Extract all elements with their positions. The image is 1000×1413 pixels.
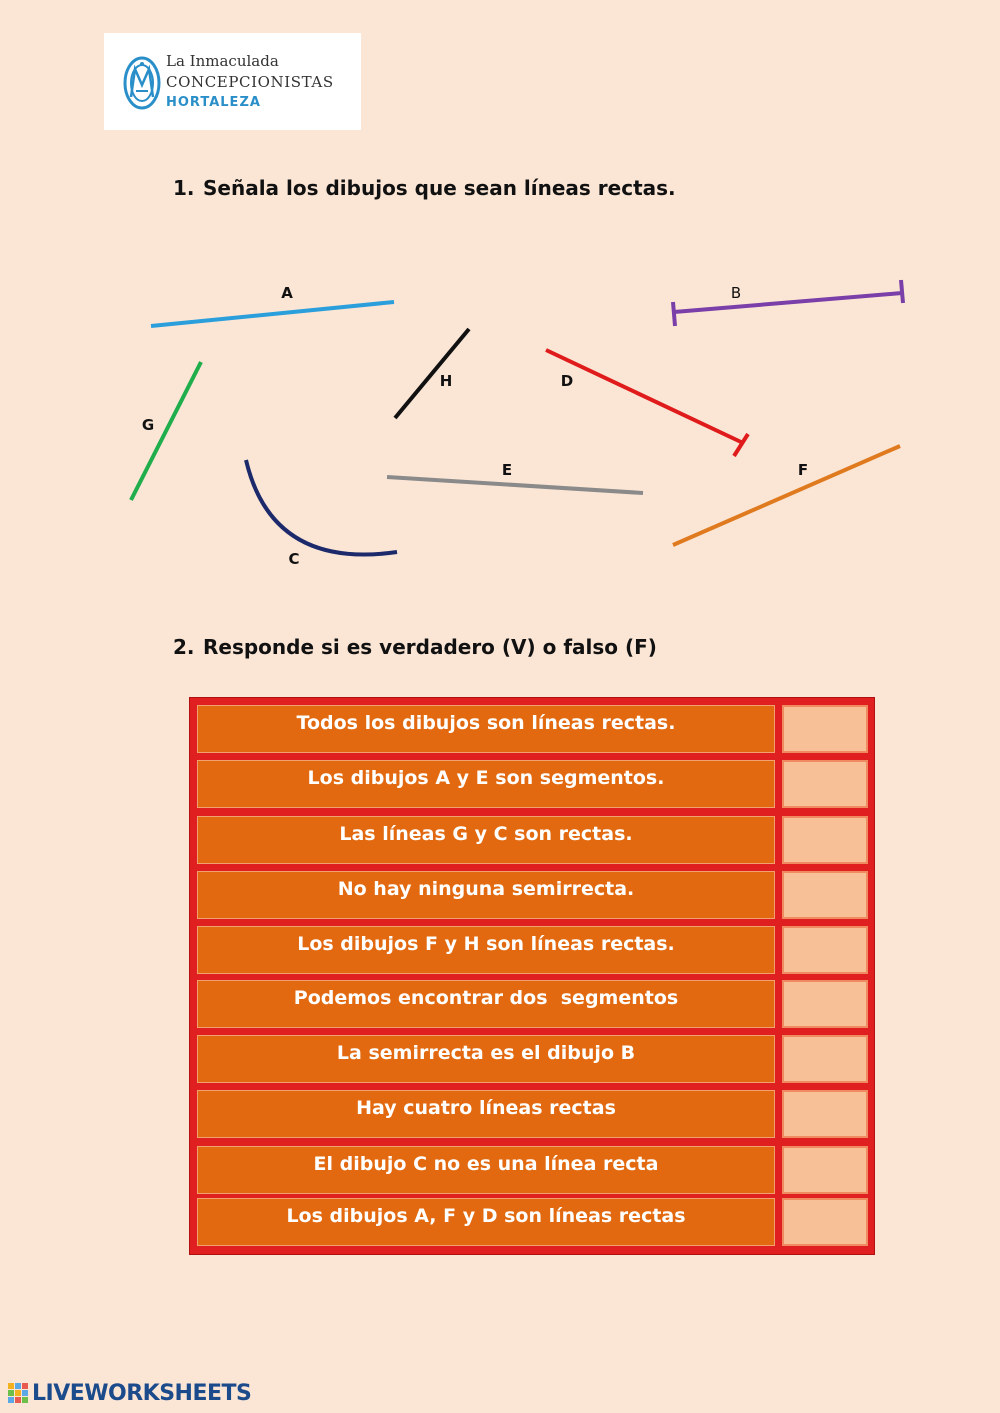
statement-text: Todos los dibujos son líneas rectas.: [197, 705, 775, 753]
answer-box[interactable]: [782, 816, 868, 864]
statement-text: Las líneas G y C son rectas.: [197, 816, 775, 864]
statement-text: No hay ninguna semirrecta.: [197, 871, 775, 919]
question-1-text: Señala los dibujos que sean líneas rectas.: [203, 176, 676, 200]
statement-text: Los dibujos F y H son líneas rectas.: [197, 926, 775, 974]
figure-b-line: [674, 293, 902, 312]
question-1-number: 1.: [173, 176, 195, 200]
figure-c-curve: [246, 460, 397, 555]
answer-box[interactable]: [782, 1090, 868, 1138]
statement-text: El dibujo C no es una línea recta: [197, 1146, 775, 1194]
figure-d[interactable]: [546, 350, 748, 456]
statement-text: Hay cuatro líneas rectas: [197, 1090, 775, 1138]
answer-box[interactable]: [782, 980, 868, 1028]
true-false-table: [189, 697, 875, 1255]
figure-f-label: F: [797, 461, 809, 479]
figure-d-line: [546, 350, 741, 442]
figure-b[interactable]: [673, 280, 903, 326]
statement-text: Podemos encontrar dos segmentos: [197, 980, 775, 1028]
logo-line-2: CONCEPCIONISTAS: [166, 73, 334, 91]
question-2: [173, 635, 657, 659]
answer-box[interactable]: [782, 1198, 868, 1246]
figure-c[interactable]: [246, 460, 397, 568]
school-logo: [104, 33, 361, 130]
logo-line-3: HORTALEZA: [166, 95, 261, 110]
figure-c-label: C: [288, 550, 300, 568]
figure-h-line: [395, 329, 469, 418]
question-2-text: Responde si es verdadero (V) o falso (F): [203, 635, 657, 659]
figure-a-label: A: [281, 284, 293, 302]
figure-a-line: [151, 302, 394, 326]
marian-monogram-icon: [122, 55, 162, 111]
liveworksheets-cubes-icon: [8, 1383, 30, 1405]
statement-text: La semirrecta es el dibujo B: [197, 1035, 775, 1083]
statement-text: Los dibujos A, F y D son líneas rectas: [197, 1198, 775, 1246]
brand-wordmark: LIVEWORKSHEETS: [32, 1381, 252, 1406]
statement-text: Los dibujos A y E son segmentos.: [197, 760, 775, 808]
answer-box[interactable]: [782, 1035, 868, 1083]
answer-box[interactable]: [782, 1146, 868, 1194]
figure-d-end-cap: [734, 434, 748, 456]
figure-h-label: H: [439, 372, 453, 390]
figure-a[interactable]: [151, 284, 394, 326]
figure-e-line: [387, 477, 643, 493]
figure-f-line: [673, 446, 900, 545]
figure-g[interactable]: [131, 362, 201, 500]
figure-b-label: B: [730, 284, 742, 302]
question-1: [173, 176, 676, 200]
lines-drawing: [0, 240, 1000, 580]
answer-box[interactable]: [782, 871, 868, 919]
answer-box[interactable]: [782, 760, 868, 808]
figure-e-label: E: [501, 461, 513, 479]
figure-b-end-cap: [901, 280, 903, 303]
figure-d-label: D: [560, 372, 574, 390]
figure-b-start-cap: [673, 302, 675, 326]
figure-g-label: G: [141, 416, 155, 434]
question-2-number: 2.: [173, 635, 195, 659]
answer-box[interactable]: [782, 926, 868, 974]
answer-box[interactable]: [782, 705, 868, 753]
figure-e[interactable]: [387, 461, 643, 493]
logo-line-1: La Inmaculada: [166, 52, 279, 70]
liveworksheets-brand[interactable]: [8, 1381, 251, 1409]
figure-h[interactable]: [395, 329, 469, 418]
figure-f[interactable]: [673, 446, 900, 545]
